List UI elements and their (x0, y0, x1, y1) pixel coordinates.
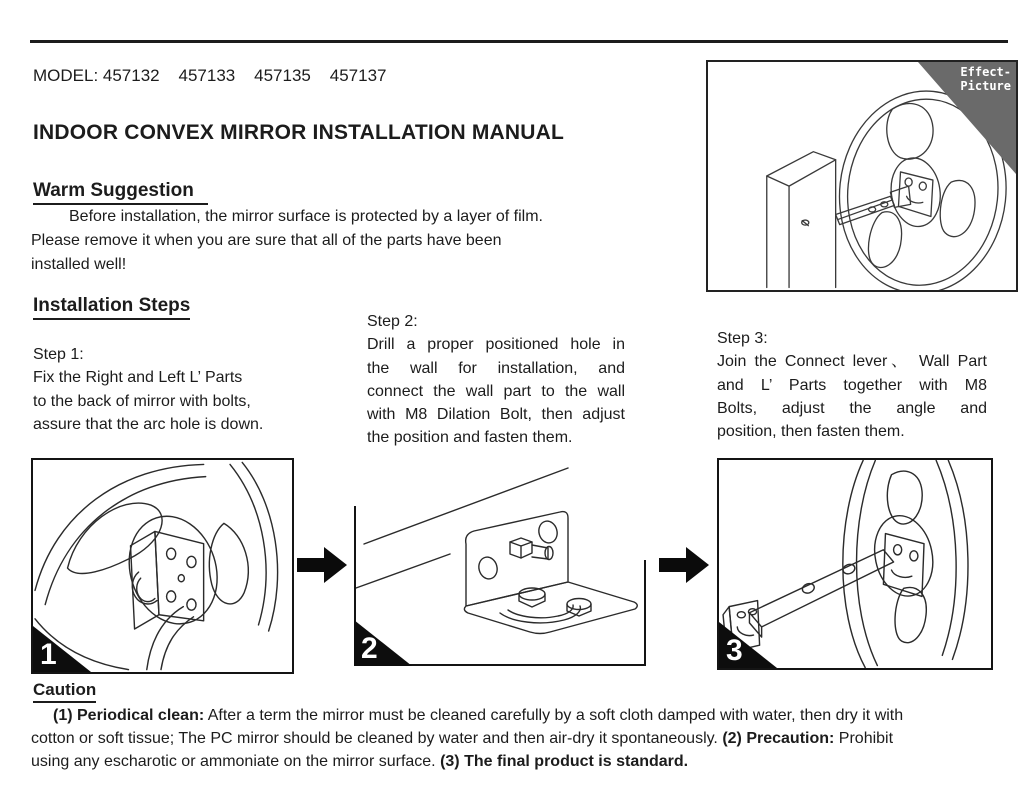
caution-point2-label: (2) Precaution: (722, 730, 835, 747)
step1-line: to the back of mirror with bolts, (33, 392, 251, 410)
step2-line: Drill a proper positioned hole in (367, 336, 625, 354)
arrow-step1-to-step2-icon (297, 547, 347, 583)
model-numbers-line: MODEL: 457132 457133 457135 457137 (33, 66, 387, 85)
panel3-number: 3 (726, 633, 743, 667)
caution-line-1 (31, 704, 1013, 727)
connect-lever-assembly-illustration (719, 460, 991, 668)
caution-heading-text: Caution (33, 680, 96, 703)
caution-point2-text: Prohibit (838, 730, 894, 747)
caution-point1-text-cont: cotton or soft tissue; The PC mirror should be cleaned by water and then air-dry it spontaneously. (31, 730, 718, 747)
step3-line: and L’ Parts together with M8 (717, 376, 987, 394)
arrow-step2-to-step3-icon (659, 547, 709, 583)
step1-label: Step 1: (33, 346, 84, 363)
step3-line: Join the Connect lever、 Wall Part (717, 353, 987, 371)
step2-label: Step 2: (367, 313, 418, 330)
figure-step2-panel (354, 448, 646, 666)
installation-steps-heading (33, 295, 190, 320)
step1-line: Fix the Right and Left L’ Parts (33, 369, 243, 387)
warm-line-1: Before installation, the mirror surface is protected by a layer of film. (69, 208, 543, 225)
top-rule-divider (30, 40, 1008, 43)
caution-point1-text: After a term the mirror must be cleaned carefully by a soft cloth damped with water, then dry it with (207, 707, 904, 724)
step2-line: with M8 Dilation Bolt, then adjust (367, 406, 625, 424)
caution-point2-text-cont: using any escharotic or ammoniate on the mirror surface. (31, 753, 436, 770)
figure-step1-panel (31, 458, 294, 674)
step2-line: the wall for installation, and (367, 359, 625, 377)
figure-step3-panel (717, 458, 993, 670)
warm-suggestion-heading (33, 180, 208, 205)
step2-text-block (367, 310, 625, 450)
page-title: INDOOR CONVEX MIRROR INSTALLATION MANUAL (33, 121, 565, 144)
warm-suggestion-paragraph (31, 205, 635, 277)
step1-text-block (33, 343, 289, 436)
caution-heading (33, 680, 96, 703)
installation-steps-heading-text: Installation Steps (33, 295, 190, 320)
step3-line: Bolts, adjust the angle and (717, 399, 987, 417)
panel2-number: 2 (361, 631, 378, 665)
step3-line: position, then fasten them. (717, 423, 905, 441)
warm-suggestion-heading-text: Warm Suggestion (33, 180, 208, 205)
caution-line-2 (31, 727, 1013, 750)
step3-label: Step 3: (717, 330, 768, 347)
step2-line: the position and fasten them. (367, 429, 573, 447)
effect-picture-figure (706, 60, 1018, 292)
warm-line-2: Please remove it when you are sure that all of the parts have been (31, 232, 502, 249)
mirror-back-bracket-illustration (33, 460, 292, 672)
effect-picture-label-line2: Picture (960, 79, 1011, 93)
step1-line: assure that the arc hole is down. (33, 415, 264, 433)
caution-point3-label: (3) The final product is standard. (440, 753, 689, 770)
panel2-right-border (644, 560, 646, 666)
caution-paragraph (31, 704, 1013, 773)
caution-point1-label: (1) Periodical clean: (53, 707, 205, 724)
panel1-number: 1 (40, 637, 57, 671)
effect-picture-label (960, 65, 1011, 93)
warm-line-3: installed well! (31, 256, 127, 273)
caution-line-3 (31, 750, 1013, 773)
effect-picture-label-line1: Effect- (960, 65, 1011, 79)
step2-line: connect the wall part to the wall (367, 382, 625, 400)
wall-part-bracket-illustration (354, 448, 646, 666)
step3-text-block (717, 327, 987, 443)
